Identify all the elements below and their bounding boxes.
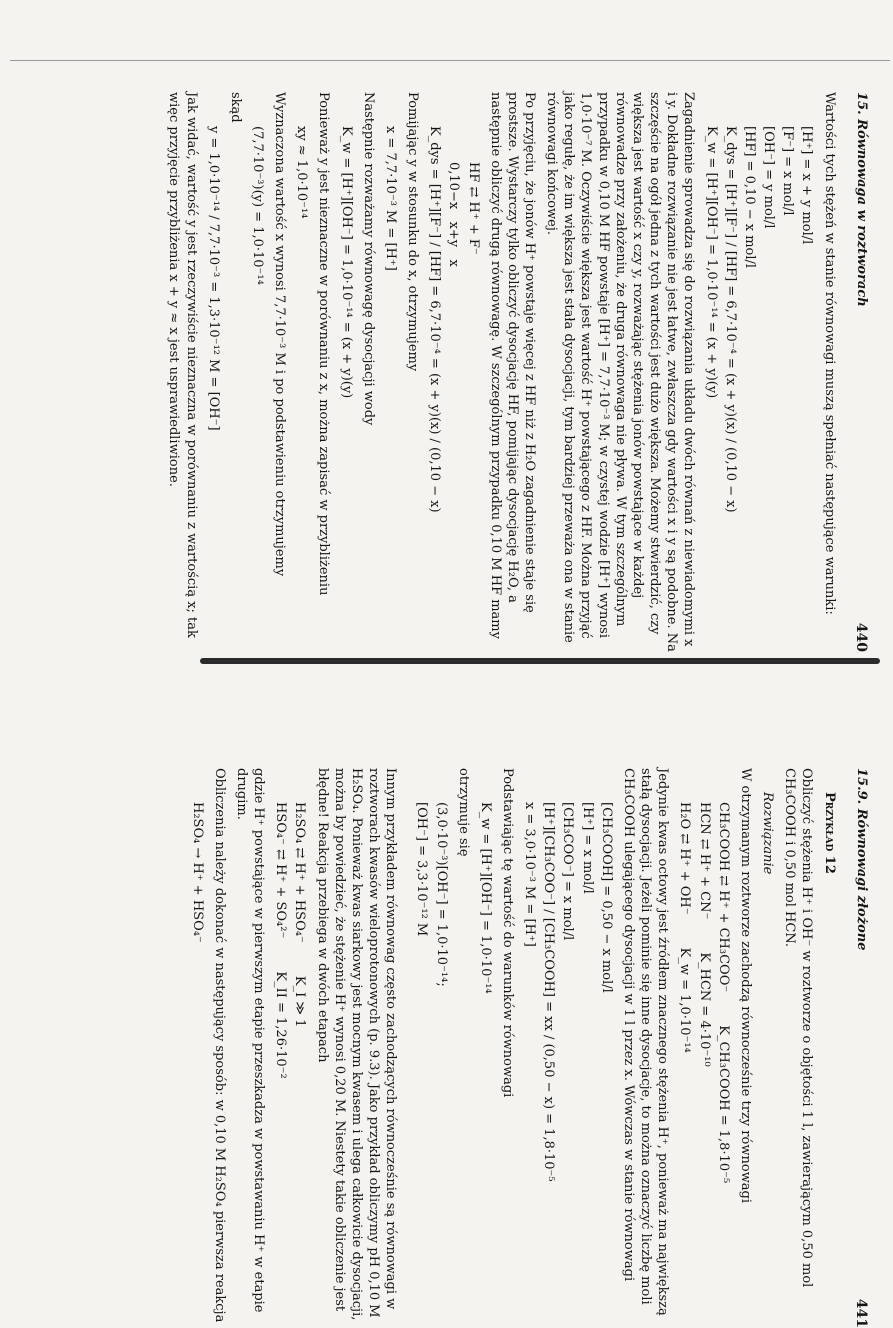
page-body bbox=[165, 92, 837, 657]
book-fold-line bbox=[200, 658, 880, 664]
equation-line: [OH⁻] = 3,3·10⁻¹² M bbox=[414, 802, 430, 937]
spacer bbox=[404, 768, 411, 1328]
equation-line: CH₃COOH ⇄ H⁺ + CH₃COO⁻ K_CH₃COOH = 1,8·10⁻⁵ bbox=[715, 802, 731, 1184]
equation-line: H₂SO₄ → H⁺ + HSO₄⁻ bbox=[189, 802, 205, 943]
equation-line: [OH⁻] = y mol/l bbox=[761, 126, 777, 229]
equation-line: Przykład 12 bbox=[821, 792, 837, 874]
paragraph: Ponieważ y jest nieznaczne w porównaniu z x, można zapisać w przybliżeniu bbox=[316, 92, 332, 596]
page-header bbox=[852, 92, 870, 652]
page-number: 440 bbox=[853, 622, 869, 652]
equation-line: [F⁻] = x mol/l bbox=[780, 126, 796, 216]
paragraph: Wartości tych stężeń w stanie równowagi muszą spełniać następujące warunki: bbox=[821, 92, 837, 615]
paragraph: W otrzymanym roztworze zachodzą równocześnie trzy równowagi bbox=[737, 768, 753, 1204]
paragraph: otrzymuje się bbox=[455, 768, 471, 857]
equation-line: K_dys = [H⁺][F⁻] / [HF] = 6,7·10⁻⁴ = (x + y)(x) / (0,10 − x) bbox=[722, 126, 738, 513]
equation-line: x = 3,0·10⁻³ M = [H⁺] bbox=[522, 802, 538, 947]
equation-line: HF ⇄ H⁺ + F⁻ bbox=[465, 162, 481, 255]
top-scan-rule bbox=[10, 60, 890, 61]
equation-line: xy ≈ 1,0·10⁻¹⁴ bbox=[294, 126, 310, 219]
equation-line: y = 1,0·10⁻¹⁴ / 7,7·10⁻³ = 1,3·10⁻¹² M = [OH⁻] bbox=[205, 126, 221, 431]
page-440 bbox=[70, 92, 870, 657]
equation-line: [CH₃COOH] = 0,50 − x mol/l bbox=[598, 802, 614, 993]
paragraph: Obliczyć stężenia H⁺ i OH⁻ w roztworze o objętości 1 l, zawierającym 0,50 mol CH₃COOH i 0,50 mol HCN. bbox=[782, 768, 815, 1292]
equation-line: [H⁺] = x mol/l bbox=[579, 802, 595, 894]
paragraph: Po przyjęciu, że jonów H⁺ powstaje więcej z HF niż z H₂O zagadnienie staje się prostsze. Wystarczy tylko obliczyć dysocjację HF, pomijając dysocjację H₂O, a następnie obliczyć drugą równowagę. W szczególnym przypadku 0,10 M HF mamy bbox=[487, 92, 538, 639]
paragraph: gdzie H⁺ powstające w pierwszym etapie przeszkadza w powstawaniu H⁺ w etapie drugim. bbox=[234, 768, 267, 1317]
paragraph: Obliczenia należy dokonać w następujący sposób: w 0,10 M H₂SO₄ pierwsza reakcja bbox=[211, 768, 227, 1323]
equation-line: Rozwiązanie bbox=[760, 792, 776, 875]
paragraph: Następnie rozważamy równowagę dysocjacji wody bbox=[360, 92, 376, 426]
paragraph: Innym przykładem równowag często zachodzących równocześnie są równowagi w roztworach kwasów wieloprotonowych (p. 9.3). Jako przykład obliczymy pH 0,10 M H₂SO₄. Ponieważ kwas siarkowy jest mocnym kwasem i ulega całkowicie dysocjacji, można by powiedzieć, że stężenie H⁺ wynosi 0,20 M. Niestety takie obliczenie jest błędne! Reakcja przebiega w dwóch etapach bbox=[314, 768, 399, 1325]
equation-line: (7,7·10⁻³)(y) = 1,0·10⁻¹⁴ bbox=[250, 126, 265, 285]
running-title: 15.9. Równowagi złożone bbox=[854, 768, 869, 951]
equation-line: K_dys = [H⁺][F⁻] / [HF] = 6,7·10⁻⁴ = (x + y)(x) / (0,10 − x) bbox=[427, 126, 443, 513]
equation-line: K_w = [H⁺][OH⁻] = 1,0·10⁻¹⁴ bbox=[477, 802, 493, 994]
equation-line: [HF] = 0,10 − x mol/l bbox=[741, 126, 757, 269]
equation-line: H₂SO₄ ⇄ H⁺ + HSO₄⁻ K_I ≫ 1 bbox=[292, 802, 308, 1028]
equation-line: x = 7,7·10⁻³ M = [H⁺] bbox=[382, 126, 398, 271]
paragraph: Wyznaczona wartość x wynosi 7,7·10⁻³ M i po podstawieniu otrzymujemy bbox=[272, 92, 288, 577]
equation-line: [H⁺][CH₃COO⁻] / [CH₃COOH] = xx / (0,50 − x) = 1,8·10⁻⁵ bbox=[541, 802, 557, 1182]
page-header bbox=[852, 768, 870, 1328]
equation-line: K_w = [H⁺][OH⁻] = 1,0·10⁻¹⁴ = (x + y)(y) bbox=[338, 126, 354, 399]
paragraph: skąd bbox=[227, 92, 243, 123]
running-title: 15. Równowaga w roztworach bbox=[854, 92, 869, 307]
equation-line: (3,0·10⁻³)[OH⁻] = 1,0·10⁻¹⁴; bbox=[433, 802, 449, 987]
page-number: 441 bbox=[853, 1298, 869, 1328]
paragraph: Zagadnienie sprowadza się do rozwiązania układu dwóch równań z niewiadomymi x i y. Dokładne rozwiązanie nie jest łatwe, zwłaszcza gdy wartości x i y są podobne. Na szczęście na ogół jedna z tych wartości jest dużo większa. Możemy stwierdzić, czy większa jest wartość x czy y, rozważając stężenia jonów powstające w każdej równowadze przy założeniu, że druga równowaga nie pływa. W tym szczególnym przypadku w 0,10 M HF powstaje [H⁺] = 7,7·10⁻³ M; w czystej wodzie [H⁺] wynosi 1,0·10⁻⁷ M. Oczywiście większa jest wartość H⁺ powstającego z HF. Można przyjąć jako regułę, że im większa jest stała dysocjacji, tym bardziej przeważa ona w stanie równowagi końcowej. bbox=[544, 92, 697, 657]
page-441 bbox=[70, 768, 870, 1328]
equation-line: H₂O ⇄ H⁺ + OH⁻ K_w = 1,0·10⁻¹⁴ bbox=[677, 802, 693, 1053]
equation-line: HSO₄⁻ ⇄ H⁺ + SO₄²⁻ K_II = 1,26·10⁻² bbox=[273, 802, 289, 1079]
equation-line: [H⁺] = x + y mol/l bbox=[799, 126, 815, 245]
equation-line: HCN ⇄ H⁺ + CN⁻ K_HCN = 4·10⁻¹⁰ bbox=[696, 802, 712, 1067]
page-body bbox=[189, 768, 838, 1328]
equation-line: [CH₃COO⁻] = x mol/l bbox=[560, 802, 576, 941]
paragraph: Podstawiając tę wartość do warunków równowagi bbox=[500, 768, 516, 1098]
equation-line: 0,10−x x+y x bbox=[446, 162, 462, 267]
equation-line: K_w = [H⁺][OH⁻] = 1,0·10⁻¹⁴ = (x + y)(y) bbox=[703, 126, 719, 399]
paragraph: Pomijając y w stosunku do x, otrzymujemy bbox=[405, 92, 421, 372]
paragraph: Jak widać, wartość y jest rzeczywiście nieznaczna w porównaniu z wartością x; tak więc przyjęcie przybliżenia x + y ≈ x jest usprawiedliwione. bbox=[166, 92, 199, 643]
paragraph: Jedynie kwas octowy jest źródłem znacznego stężenia H⁺, ponieważ ma największą stałą dysocjacji. Jeżeli pominie się inne dysocjacje, to można oznaczyć liczbę moli CH₃COOH ulegającego dysocjacji w 1 l przez x. Wówczas w stanie równowagi bbox=[620, 768, 671, 1320]
